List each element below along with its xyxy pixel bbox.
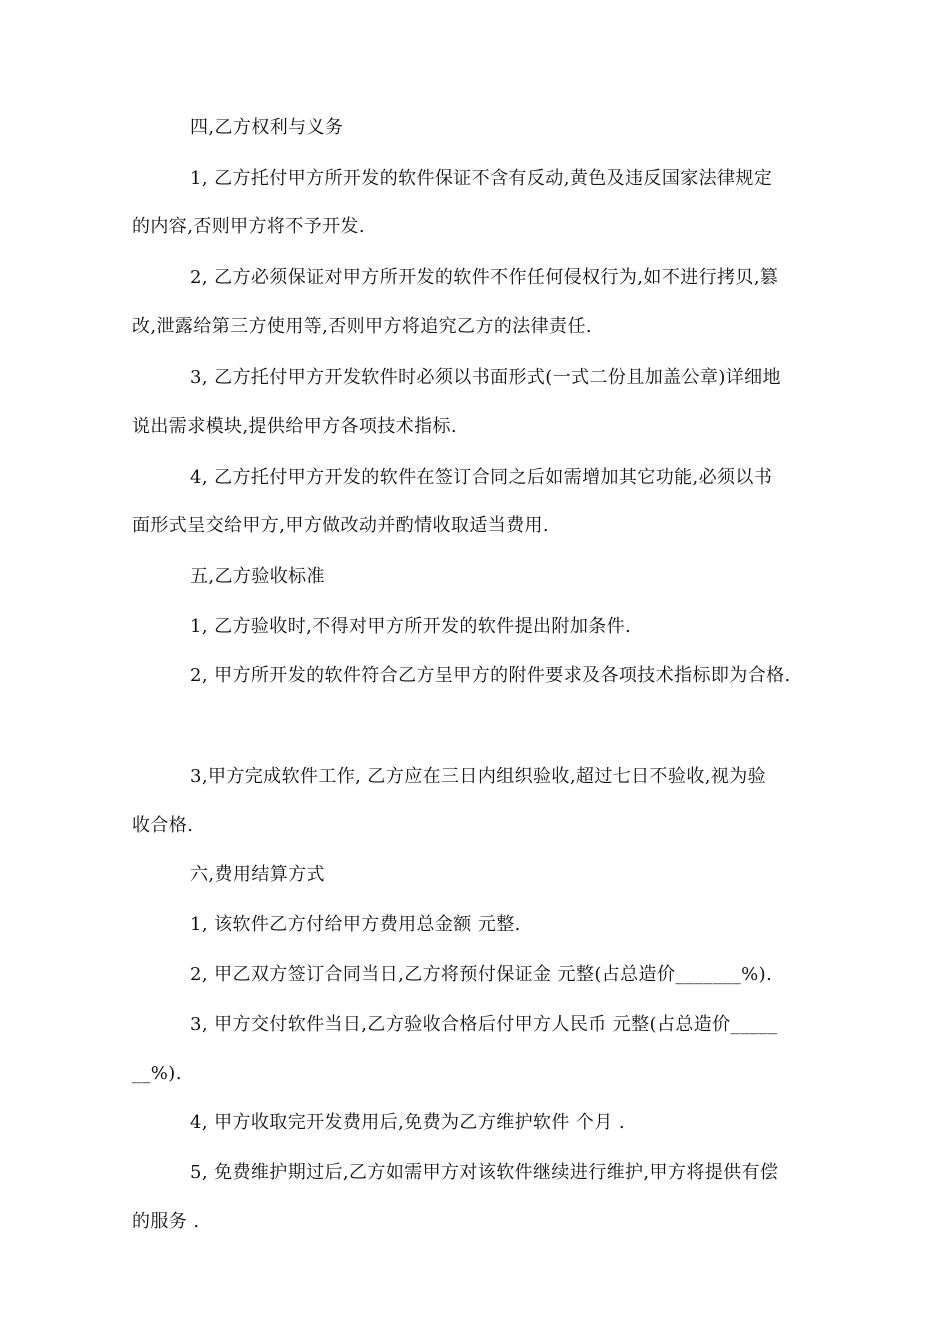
section-six-item-2: 2, 甲乙双方签订合同当日,乙方将预付保证金 元整(占总造价_______%).	[190, 964, 773, 985]
section-four-item-2-line-1: 2, 乙方必须保证对甲方所开发的软件不作任何侵权行为,如不进行拷贝,篡	[190, 267, 779, 288]
section-six-item-4: 4, 甲方收取完开发费用后,免费为乙方维护软件 个月 .	[190, 1112, 625, 1133]
section-four-item-1-line-1: 1, 乙方托付甲方所开发的软件保证不含有反动,黄色及违反国家法律规定	[190, 168, 773, 189]
section-four-item-2-line-2: 改,泄露给第三方使用等,否则甲方将追究乙方的法律责任.	[132, 316, 592, 337]
section-five-item-1: 1, 乙方验收时,不得对甲方所开发的软件提出附加条件.	[190, 616, 632, 637]
section-five-item-2: 2, 甲方所开发的软件符合乙方呈甲方的附件要求及各项技术指标即为合格.	[190, 665, 791, 686]
section-six-item-5-line-2: 的服务 .	[132, 1211, 200, 1232]
section-five-item-3-line-1: 3,甲方完成软件工作, 乙方应在三日内组织验收,超过七日不验收,视为验	[190, 766, 767, 787]
section-five-item-3-line-2: 收合格.	[132, 815, 194, 836]
section-four-item-1-line-2: 的内容,否则甲方将不予开发.	[132, 216, 366, 237]
section-six-item-3-line-1: 3, 甲方交付软件当日,乙方验收合格后付甲方人民币 元整(占总造价_____	[190, 1014, 778, 1035]
section-six-item-3-line-2: __%).	[132, 1063, 182, 1084]
section-six-item-5-line-1: 5, 免费维护期过后,乙方如需甲方对该软件继续进行维护,甲方将提供有偿	[190, 1162, 779, 1183]
section-four-item-3-line-2: 说出需求模块,提供给甲方各项技术指标.	[132, 416, 458, 437]
section-five-heading: 五,乙方验收标准	[190, 566, 325, 587]
section-six-item-1: 1, 该软件乙方付给甲方费用总金额 元整.	[190, 914, 521, 935]
section-four-item-4-line-2: 面形式呈交给甲方,甲方做改动并酌情收取适当费用.	[132, 515, 550, 536]
section-four-heading: 四,乙方权利与义务	[190, 117, 344, 138]
section-six-heading: 六,费用结算方式	[190, 864, 325, 885]
section-four-item-4-line-1: 4, 乙方托付甲方开发的软件在签订合同之后如需增加其它功能,必须以书	[190, 467, 773, 488]
section-four-item-3-line-1: 3, 乙方托付甲方开发软件时必须以书面形式(一式二份且加盖公章)详细地	[190, 367, 781, 388]
